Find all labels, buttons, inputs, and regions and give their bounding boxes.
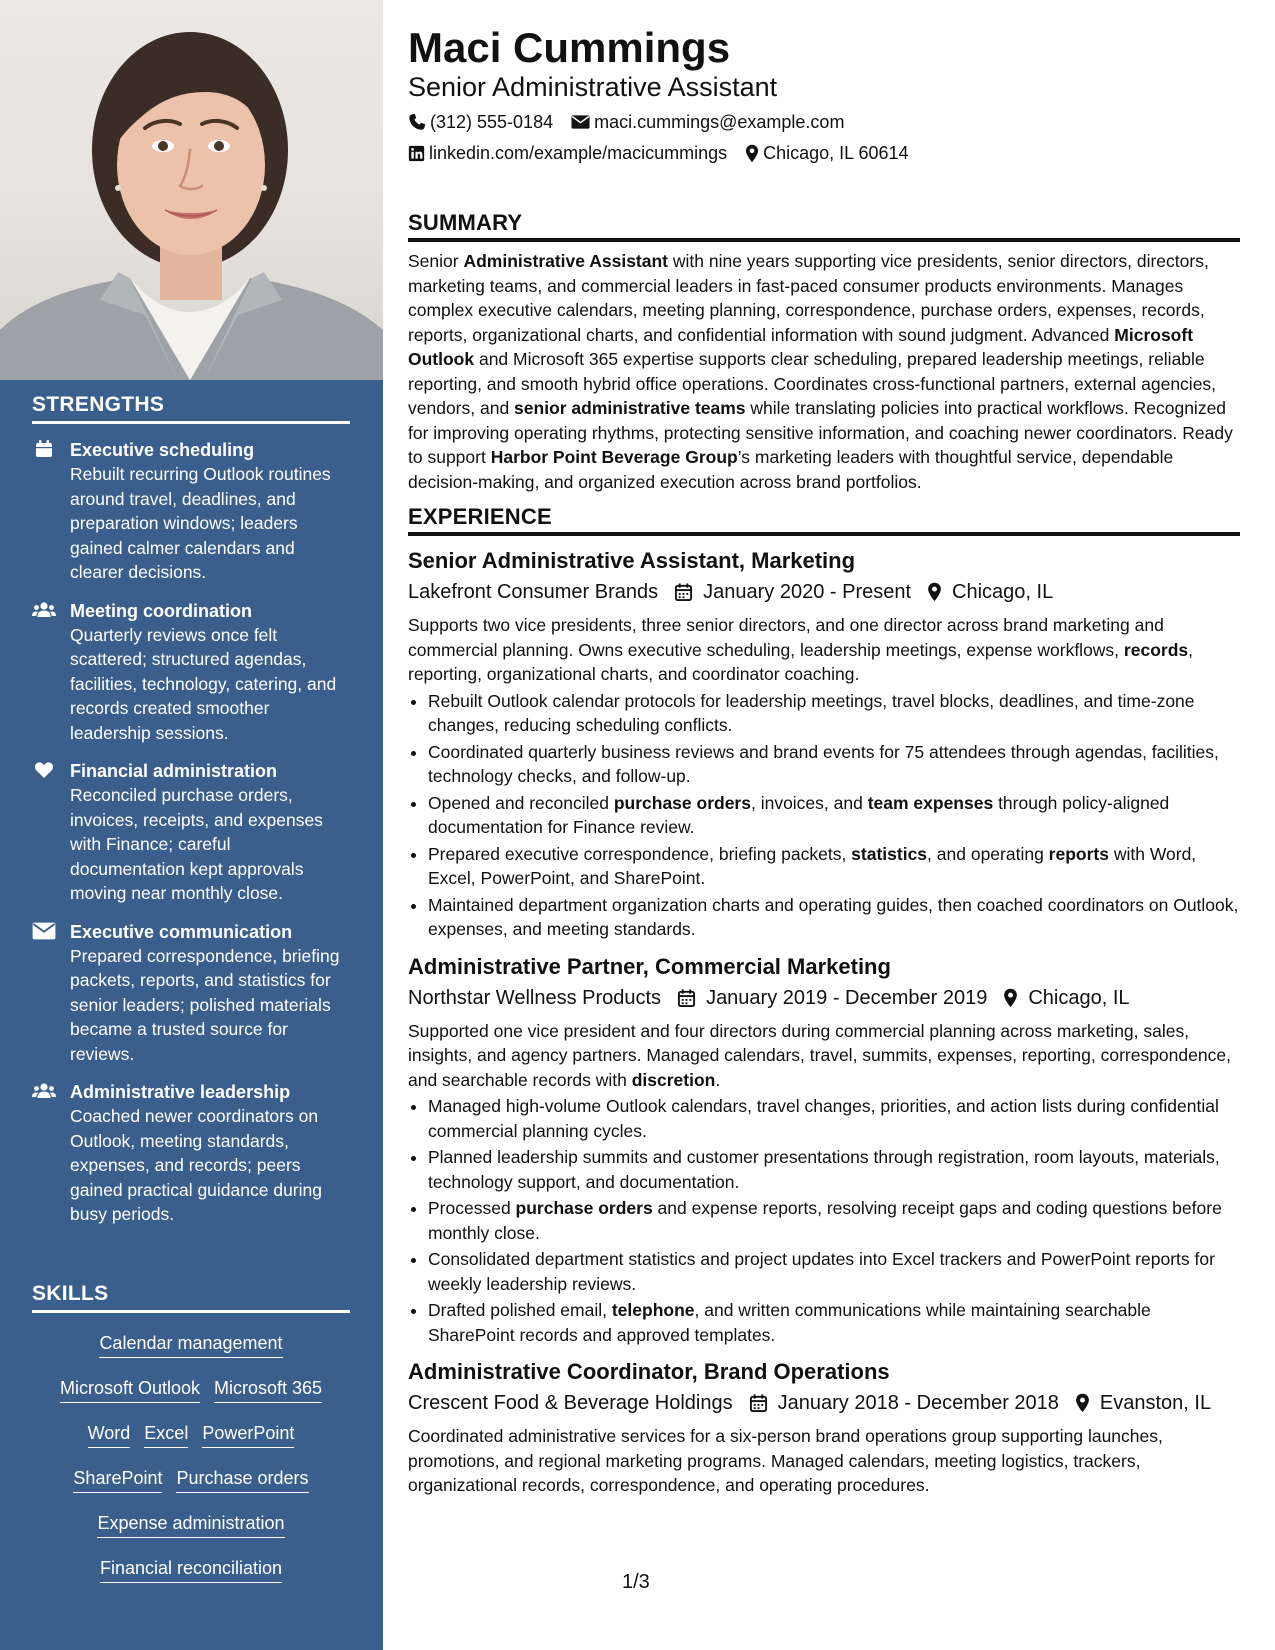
- text-run: and Microsoft 365 expertise supports clear scheduling, prepared leadership meetings, reliable reporting, and smooth hybrid office operations. Coordinates cross-functional partners, external agencies, vendors, and: [408, 349, 1217, 418]
- emphasis-text: purchase orders: [613, 792, 751, 813]
- skill-row: [32, 1503, 350, 1548]
- job-meta: [408, 577, 1240, 607]
- skill-row: [32, 1458, 350, 1503]
- bullet-item: [428, 791, 1240, 840]
- calendar-icon: [749, 1393, 768, 1413]
- emphasis-text: team expenses: [867, 792, 994, 813]
- strength-description: Rebuilt recurring Outlook routines around travel, deadlines, and preparation windows; leaders gained calmer calendars and clearer decisions.: [70, 464, 331, 582]
- location-contact: [745, 140, 908, 166]
- text-run: Consolidated department statistics and project updates into Excel trackers and PowerPoint reports for weekly leadership reviews.: [428, 1249, 1215, 1294]
- emphasis-text: senior administrative teams: [514, 398, 746, 418]
- text-run: Planned leadership summits and customer presentations through registration, room layouts, materials, technology support, and documentation.: [428, 1147, 1220, 1192]
- company-name: Lakefront Consumer Brands: [408, 581, 659, 603]
- calendar-icon: [677, 988, 696, 1008]
- text-run: Supports two vice presidents, three senior directors, and one director across brand marketing and commercial planning. Owns executive scheduling, leadership meetings, expense workflows,: [408, 615, 1164, 660]
- job-title: Administrative Coordinator, Brand Operations: [408, 1359, 890, 1384]
- skill-row: [32, 1323, 350, 1368]
- emphasis-text: Administrative Assistant: [463, 251, 669, 271]
- skill-tag: Excel: [144, 1421, 188, 1448]
- skill-tag: SharePoint: [73, 1466, 162, 1493]
- strength-item: [32, 759, 350, 906]
- job-location: [1075, 1388, 1211, 1418]
- text-run: , and operating: [927, 843, 1049, 864]
- text-run: Supported one vice president and four directors during commercial planning across marketing, sales, insights, and agency partners. Managed calendars, travel, summits, expenses, reporting, correspondence, and searchable records with: [408, 1020, 1231, 1090]
- summary-text: [408, 249, 1240, 494]
- summary-section: [408, 210, 1240, 494]
- text-run: Senior: [408, 251, 464, 271]
- calendar-icon: [32, 439, 56, 459]
- email-contact[interactable]: [571, 109, 844, 135]
- linkedin-contact[interactable]: [408, 140, 727, 166]
- skills-heading: SKILLS: [32, 1282, 350, 1313]
- job-location: [1003, 983, 1129, 1013]
- text-run: while translating policies into practical workflows. Recognized for improving operating rhythms, protecting sensitive information, and coaching newer coordinators. Ready to support: [408, 398, 1233, 467]
- text-run: and expense reports, resolving receipt gaps and coding questions before monthly close.: [428, 1198, 1222, 1243]
- text-run: through policy-aligned documentation for Finance review.: [428, 792, 1170, 837]
- summary-heading: SUMMARY: [408, 210, 1240, 242]
- strength-description: Quarterly reviews once felt scattered; structured agendas, facilities, technology, catering, and records created smoother leadership sessions.: [70, 624, 337, 743]
- job-dates-text: January 2019 - December 2019: [706, 986, 988, 1009]
- emphasis-text: purchase orders: [515, 1198, 653, 1218]
- linkedin-url: linkedin.com/example/macicummings: [429, 143, 728, 163]
- skill-row: [32, 1413, 350, 1458]
- bullet-item: [428, 842, 1240, 891]
- text-run: ’s marketing leaders with thoughtful service, dependable decision-making, and organized execution across brand portfolios.: [408, 447, 1174, 492]
- emphasis-text: reports: [1048, 843, 1109, 864]
- bullet-item: [428, 689, 1240, 738]
- map-pin-icon: [927, 582, 942, 602]
- sidebar: [0, 0, 383, 1650]
- profile-photo-illustration: [0, 0, 383, 380]
- job-meta: [408, 983, 1240, 1013]
- calendar-icon: [674, 582, 693, 602]
- job-dates: [749, 1388, 1059, 1418]
- map-pin-icon: [745, 144, 759, 163]
- strength-item: [32, 599, 350, 746]
- envelope-icon: [571, 114, 590, 130]
- phone-icon: [408, 113, 426, 131]
- text-run: Prepared executive correspondence, briefing packets,: [428, 843, 852, 864]
- profile-photo: [0, 0, 383, 380]
- job-dates-text: January 2018 - December 2018: [777, 1392, 1059, 1414]
- text-run: with Word, Excel, PowerPoint, and SharePoint.: [428, 843, 1197, 888]
- job-description: [408, 1019, 1240, 1093]
- company-name: Northstar Wellness Products: [408, 986, 662, 1009]
- emphasis-text: records: [1123, 639, 1189, 660]
- experience-heading: EXPERIENCE: [408, 504, 1240, 536]
- skills-list: [32, 1323, 350, 1593]
- jobs-list: [408, 546, 1240, 1498]
- emphasis-text: discretion: [631, 1069, 716, 1090]
- job-entry: [408, 546, 1240, 942]
- text-run: Maintained department organization charts and operating guides, then coached coordinators on Outlook, expenses, and meeting standards.: [428, 894, 1239, 939]
- phone-number: (312) 555-0184: [430, 112, 554, 132]
- strength-title: Executive scheduling: [70, 440, 255, 460]
- strengths-section: [32, 393, 350, 1227]
- job-entry: [408, 1357, 1240, 1498]
- emphasis-text: statistics: [851, 843, 928, 864]
- text-run: with nine years supporting vice presidents, senior directors, directors, marketing teams, and commercial leaders in fast-paced consumer products environments. Manages complex executive calendars, meeting planning, correspondence, purchase orders, expenses, records, reports, organizational charts, and confidential information with sound judgment. Advanced: [408, 251, 1209, 345]
- skill-tag: Microsoft 365: [214, 1376, 322, 1403]
- text-run: , and written communications while maintaining searchable SharePoint records and approved templates.: [428, 1300, 1151, 1345]
- contact-row-1: [408, 109, 1240, 135]
- skill-tag: PowerPoint: [202, 1421, 294, 1448]
- job-dates-text: January 2020 - Present: [703, 581, 912, 603]
- strength-description: Coached newer coordinators on Outlook, meeting standards, expenses, and records; peers gained practical guidance during busy periods.: [70, 1106, 322, 1224]
- job-bullets: [408, 689, 1240, 942]
- users-icon: [32, 1081, 56, 1101]
- job-title: Senior Administrative Assistant, Marketing: [408, 548, 856, 573]
- job-dates: [677, 983, 987, 1013]
- text-run: Processed: [428, 1198, 516, 1218]
- emphasis-text: Harbor Point Beverage Group: [490, 447, 738, 467]
- contact-row-2: [408, 140, 1240, 166]
- bullet-item: [428, 893, 1240, 942]
- skill-tag: Purchase orders: [176, 1466, 308, 1493]
- email-address: maci.cummings@example.com: [594, 112, 845, 132]
- location-text: Chicago, IL 60614: [763, 143, 909, 163]
- job-description: [408, 613, 1240, 687]
- heart-icon: [32, 760, 56, 780]
- map-pin-icon: [1075, 1393, 1090, 1413]
- skill-tag: Microsoft Outlook: [60, 1376, 200, 1403]
- strength-title: Administrative leadership: [70, 1082, 291, 1102]
- emphasis-text: Microsoft Outlook: [408, 324, 1194, 369]
- experience-section: [408, 504, 1240, 1498]
- text-run: Coordinated administrative services for a six-person brand operations group supporting launches, promotions, and regional marketing programs. Managed calendars, meeting logistics, trackers, organizational records, correspondence, and operating procedures.: [408, 1426, 1163, 1495]
- job-location-text: Chicago, IL: [952, 581, 1054, 603]
- text-run: Coordinated quarterly business reviews and brand events for 75 attendees through agendas, facilities, technology checks, and follow-up.: [428, 741, 1219, 786]
- bullet-item: [428, 1247, 1240, 1296]
- job-meta: [408, 1388, 1240, 1418]
- skill-tag: Financial reconciliation: [100, 1556, 282, 1583]
- bullet-item: [428, 1094, 1240, 1143]
- text-run: , invoices, and: [750, 792, 868, 813]
- text-run: Rebuilt Outlook calendar protocols for leadership meetings, travel blocks, deadlines, and time-zone changes, reducing scheduling conflicts.: [428, 690, 1195, 735]
- envelope-icon: [32, 921, 56, 941]
- strength-title: Meeting coordination: [70, 600, 252, 621]
- phone-contact[interactable]: [408, 109, 553, 135]
- skill-tag: Calendar management: [99, 1331, 282, 1358]
- job-bullets: [408, 1094, 1240, 1347]
- strengths-heading: STRENGTHS: [32, 393, 350, 424]
- skill-tag: Word: [88, 1421, 131, 1448]
- text-run: Drafted polished email,: [428, 1300, 612, 1320]
- candidate-role: Senior Administrative Assistant: [408, 72, 778, 102]
- skills-section: [32, 1282, 350, 1593]
- bullet-item: [428, 740, 1240, 789]
- strength-item: [32, 438, 350, 585]
- job-location-text: Chicago, IL: [1028, 986, 1130, 1009]
- job-dates: [674, 577, 911, 607]
- linkedin-icon: [408, 145, 425, 162]
- strength-title: Financial administration: [70, 761, 278, 781]
- company-name: Crescent Food & Beverage Holdings: [408, 1392, 733, 1414]
- page-number: 1/3: [622, 1571, 650, 1593]
- job-location: [927, 577, 1053, 607]
- users-icon: [32, 600, 56, 620]
- skill-tag: Expense administration: [97, 1511, 284, 1538]
- text-run: , reporting, organizational charts, and coordinator coaching.: [408, 639, 1193, 684]
- skill-row: [32, 1368, 350, 1413]
- bullet-item: [428, 1196, 1240, 1245]
- emphasis-text: telephone: [611, 1300, 695, 1320]
- strength-item: [32, 1080, 350, 1227]
- text-run: Managed high-volume Outlook calendars, travel changes, priorities, and action lists during confidential commercial planning cycles.: [428, 1096, 1219, 1141]
- strengths-list: [32, 438, 350, 1227]
- job-description: [408, 1424, 1240, 1498]
- main-content: [408, 22, 1240, 1498]
- bullet-item: [428, 1298, 1240, 1347]
- map-pin-icon: [1003, 988, 1018, 1008]
- job-location-text: Evanston, IL: [1099, 1392, 1212, 1414]
- strength-title: Executive communication: [70, 921, 293, 942]
- bullet-item: [428, 1145, 1240, 1194]
- skill-row: [32, 1548, 350, 1593]
- strength-description: Prepared correspondence, briefing packets, reports, and statistics for senior leaders; polished materials became a trusted source for reviews.: [70, 945, 340, 1064]
- strength-item: [32, 920, 350, 1067]
- text-run: Opened and reconciled: [428, 792, 614, 813]
- job-title: Administrative Partner, Commercial Marketing: [408, 953, 891, 979]
- strength-description: Reconciled purchase orders, invoices, receipts, and expenses with Finance; careful documentation kept approvals moving near monthly close.: [70, 785, 323, 903]
- candidate-name: Maci Cummings: [408, 24, 731, 71]
- job-entry: [408, 952, 1240, 1348]
- text-run: .: [715, 1069, 721, 1090]
